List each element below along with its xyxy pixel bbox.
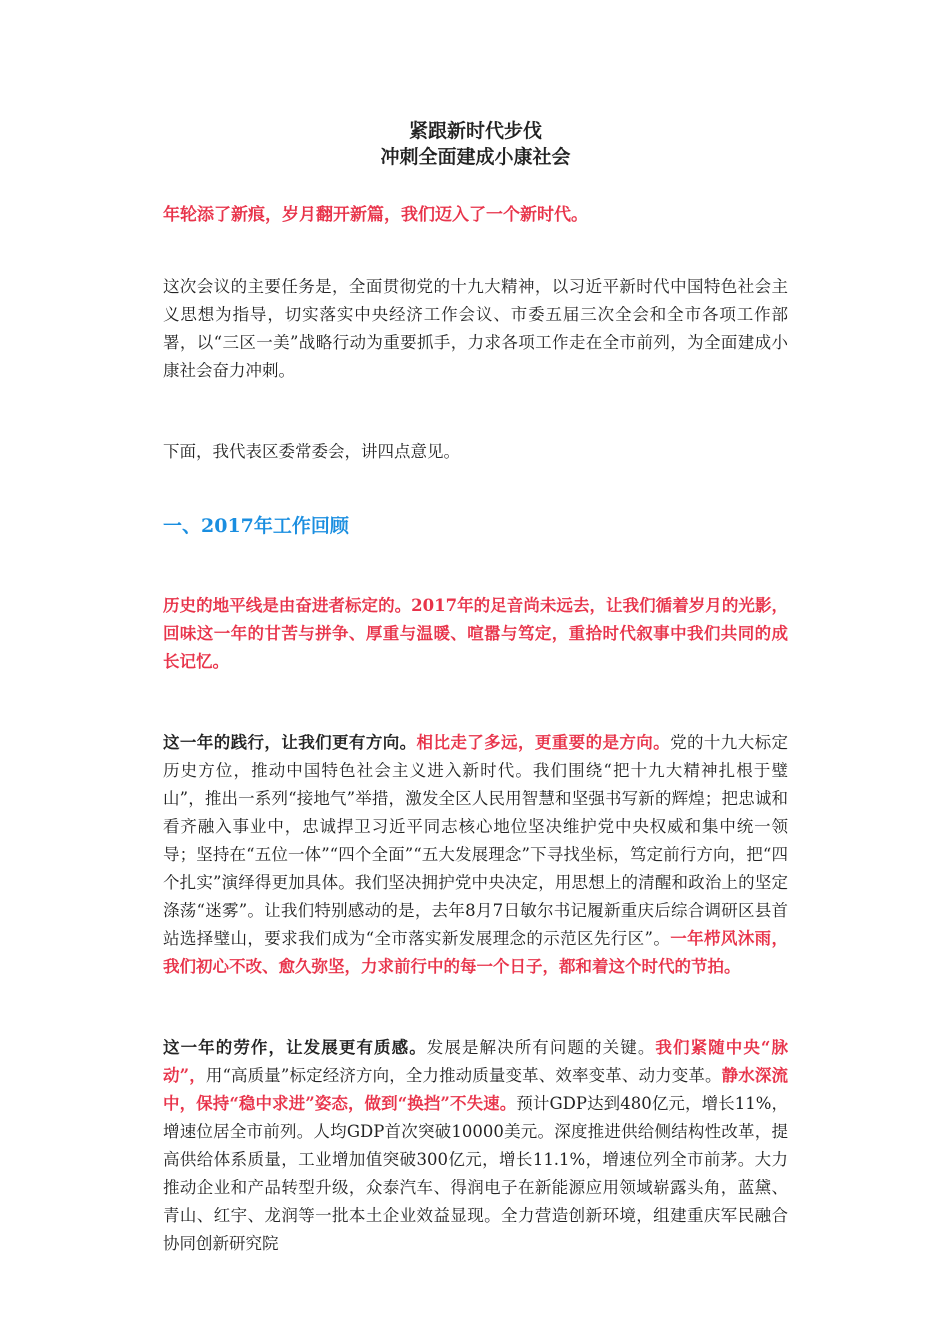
paragraph-direction-red-tail: 一年栉风沐雨，我们初心不改、愈久弥坚，力求前行中的每一个日子，都和着这个时代的节拍。	[163, 929, 789, 976]
paragraph-quality-red-1: 我们紧随中央“脉动”，	[163, 1038, 789, 1085]
paragraph-quality-text-3: 预计GDP达到480亿元，增长11%，增速位居全市前列。人均GDP首次突破10000美元。深度推进供给侧结构性改革，提高供给体系质量，工业增加值突破300亿元，增长11.1%，增速位列全市前茅。大力推动企业和产品转型升级，众泰汽车、得润电子在新能源应用领域崭露头角，蓝黛、青山、红宇、龙润等一批本土企业效益显现。全力营造创新环境，组建重庆军民融合协同创新研究院	[163, 1094, 788, 1253]
paragraph-quality-text-1: 发展是解决所有问题的关键。	[426, 1038, 656, 1057]
lead-sentence: 年轮添了新痕，岁月翻开新篇，我们迈入了一个新时代。	[163, 205, 588, 225]
paragraph-quality-text-2: 用“高质量”标定经济方向，全力推动质量变革、效率变革、动力变革。	[205, 1066, 722, 1085]
paragraph-quality-red-2: 静水深流中，保持“稳中求进”姿态，做到“换挡”不失速。	[163, 1066, 788, 1113]
section-intro: 历史的地平线是由奋进者标定的。2017年的足音尚未远去，让我们循着岁月的光影，回味这一年的甘苦与拼争、厚重与温暖、喧嚣与笃定，重拾时代叙事中我们共同的成长记忆。	[163, 596, 788, 671]
paragraph-meeting-tasks: 这次会议的主要任务是，全面贯彻党的十九大精神，以习近平新时代中国特色社会主义思想为指导，切实落实中央经济工作会议、市委五届三次全会和全市各项工作部署，以“三区一美”战略行动为重要抓手，力求各项工作走在全市前列，为全面建成小康社会奋力冲刺。	[163, 277, 788, 380]
paragraph-direction-lead: 这一年的践行，让我们更有方向。	[163, 733, 417, 752]
paragraph-four-points: 下面，我代表区委常委会，讲四点意见。	[163, 442, 460, 461]
title-line-1: 紧跟新时代步伐	[408, 120, 542, 142]
title-line-2: 冲刺全面建成小康社会	[380, 146, 571, 168]
paragraph-direction	[163, 729, 788, 981]
section-heading-2017-review: 一、2017年工作回顾	[163, 515, 349, 537]
paragraph-quality-lead: 这一年的劳作，让发展更有质感。	[163, 1038, 427, 1057]
document-title	[163, 118, 788, 170]
paragraph-quality	[163, 1034, 788, 1258]
paragraph-direction-body: 党的十九大标定历史方位，推动中国特色社会主义进入新时代。我们围绕“把十九大精神扎根于璧山”，推出一系列“接地气”举措，激发全区人民用智慧和坚强书写新的辉煌；把忠诚和看齐融入事业中，忠诚捍卫习近平同志核心地位坚决维护党中央权威和集中统一领导；坚持在“五位一体”“四个全面”“五大发展理念”下寻找坐标，笃定前行方向，把“四个扎实”演绎得更加具体。我们坚决拥护党中央决定，用思想上的清醒和政治上的坚定涤荡“迷雾”。让我们特别感动的是，去年8月7日敏尔书记履新重庆后综合调研区县首站选择璧山，要求我们成为“全市落实新发展理念的示范区先行区”。	[163, 733, 789, 948]
document-page	[163, 118, 788, 1258]
paragraph-direction-red-lead: 相比走了多远，更重要的是方向。	[416, 733, 671, 752]
